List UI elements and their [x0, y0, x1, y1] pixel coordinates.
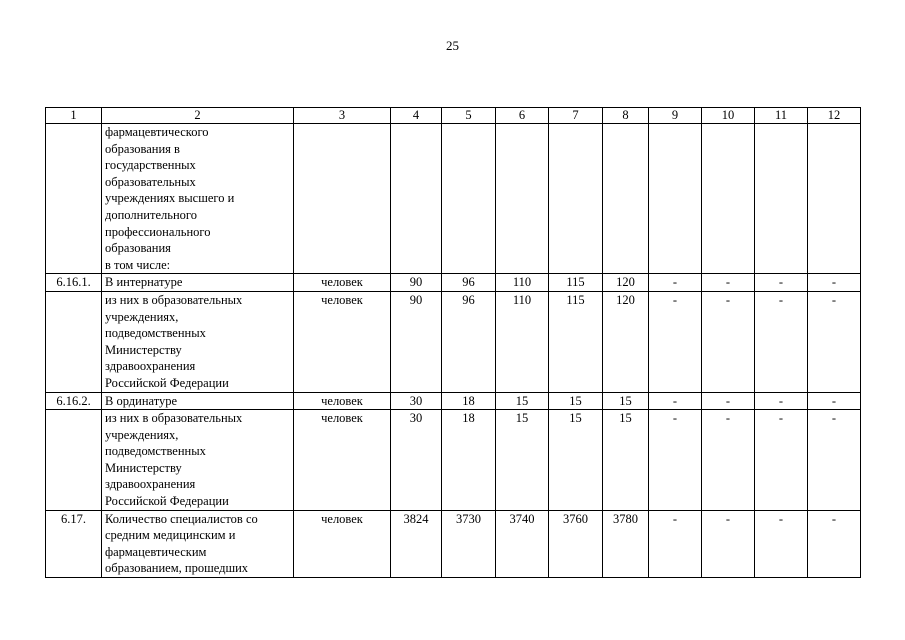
value-cell: 3740: [496, 510, 549, 577]
unit-cell: [294, 124, 391, 274]
statistics-table: [45, 107, 861, 578]
page-number: 25: [446, 38, 459, 53]
value-cell: -: [702, 291, 755, 392]
row-number-cell: 6.17.: [46, 510, 102, 577]
row-number-cell: 6.16.1.: [46, 274, 102, 292]
unit-cell: человек: [294, 274, 391, 292]
indicator-name-cell: Количество специалистов со средним медицинским и фармацевтическим образованием, прошедших: [102, 510, 294, 577]
table-row: [46, 291, 861, 392]
value-cell: 30: [391, 392, 442, 410]
value-cell: 18: [442, 392, 496, 410]
value-cell: -: [808, 510, 861, 577]
value-cell: 15: [603, 410, 649, 511]
value-cell: 3780: [603, 510, 649, 577]
value-cell: -: [755, 510, 808, 577]
value-cell: 15: [549, 410, 603, 511]
value-cell: -: [808, 291, 861, 392]
value-cell: 96: [442, 274, 496, 292]
unit-cell: человек: [294, 392, 391, 410]
table-header-row: [46, 108, 861, 124]
value-cell: -: [649, 510, 702, 577]
indicator-name-cell: В ординатуре: [102, 392, 294, 410]
row-number-cell: [46, 291, 102, 392]
value-cell: 96: [442, 291, 496, 392]
value-cell: -: [649, 410, 702, 511]
value-cell: -: [808, 410, 861, 511]
value-cell: 90: [391, 274, 442, 292]
value-cell: 110: [496, 274, 549, 292]
value-cell: -: [702, 392, 755, 410]
column-header: 3: [294, 108, 391, 124]
value-cell: [496, 124, 549, 274]
value-cell: -: [702, 510, 755, 577]
value-cell: [808, 124, 861, 274]
column-header: 9: [649, 108, 702, 124]
value-cell: [391, 124, 442, 274]
value-cell: 15: [496, 392, 549, 410]
unit-cell: человек: [294, 291, 391, 392]
column-header: 12: [808, 108, 861, 124]
indicator-name-cell: В интернатуре: [102, 274, 294, 292]
column-header: 1: [46, 108, 102, 124]
value-cell: 120: [603, 291, 649, 392]
value-cell: [702, 124, 755, 274]
value-cell: 3730: [442, 510, 496, 577]
value-cell: 115: [549, 274, 603, 292]
column-header: 7: [549, 108, 603, 124]
value-cell: 15: [549, 392, 603, 410]
unit-cell: человек: [294, 510, 391, 577]
column-header: 11: [755, 108, 808, 124]
table-row: [46, 392, 861, 410]
value-cell: -: [702, 410, 755, 511]
row-number-cell: 6.16.2.: [46, 392, 102, 410]
value-cell: -: [755, 410, 808, 511]
unit-cell: человек: [294, 410, 391, 511]
value-cell: 30: [391, 410, 442, 511]
value-cell: 3760: [549, 510, 603, 577]
table-row: [46, 410, 861, 511]
value-cell: -: [649, 291, 702, 392]
column-header: 2: [102, 108, 294, 124]
column-header: 4: [391, 108, 442, 124]
value-cell: -: [755, 274, 808, 292]
value-cell: 18: [442, 410, 496, 511]
column-header: 5: [442, 108, 496, 124]
value-cell: -: [755, 392, 808, 410]
value-cell: -: [808, 392, 861, 410]
value-cell: 115: [549, 291, 603, 392]
value-cell: [603, 124, 649, 274]
table-row: [46, 510, 861, 577]
column-header: 10: [702, 108, 755, 124]
value-cell: 3824: [391, 510, 442, 577]
value-cell: -: [808, 274, 861, 292]
value-cell: -: [649, 274, 702, 292]
value-cell: [755, 124, 808, 274]
table-row: [46, 124, 861, 274]
column-header: 8: [603, 108, 649, 124]
value-cell: [649, 124, 702, 274]
value-cell: 90: [391, 291, 442, 392]
value-cell: [442, 124, 496, 274]
column-header: 6: [496, 108, 549, 124]
value-cell: [549, 124, 603, 274]
row-number-cell: [46, 410, 102, 511]
row-number-cell: [46, 124, 102, 274]
table-row: [46, 274, 861, 292]
value-cell: 15: [603, 392, 649, 410]
value-cell: 110: [496, 291, 549, 392]
indicator-name-cell: фармацевтического образования в государственных образовательных учреждениях высшего и дополнительного профессионального образования в том числе:: [102, 124, 294, 274]
value-cell: -: [702, 274, 755, 292]
indicator-name-cell: из них в образовательных учреждениях, подведомственных Министерству здравоохранения Российской Федерации: [102, 410, 294, 511]
value-cell: 15: [496, 410, 549, 511]
value-cell: -: [755, 291, 808, 392]
value-cell: 120: [603, 274, 649, 292]
indicator-name-cell: из них в образовательных учреждениях, подведомственных Министерству здравоохранения Российской Федерации: [102, 291, 294, 392]
value-cell: -: [649, 392, 702, 410]
